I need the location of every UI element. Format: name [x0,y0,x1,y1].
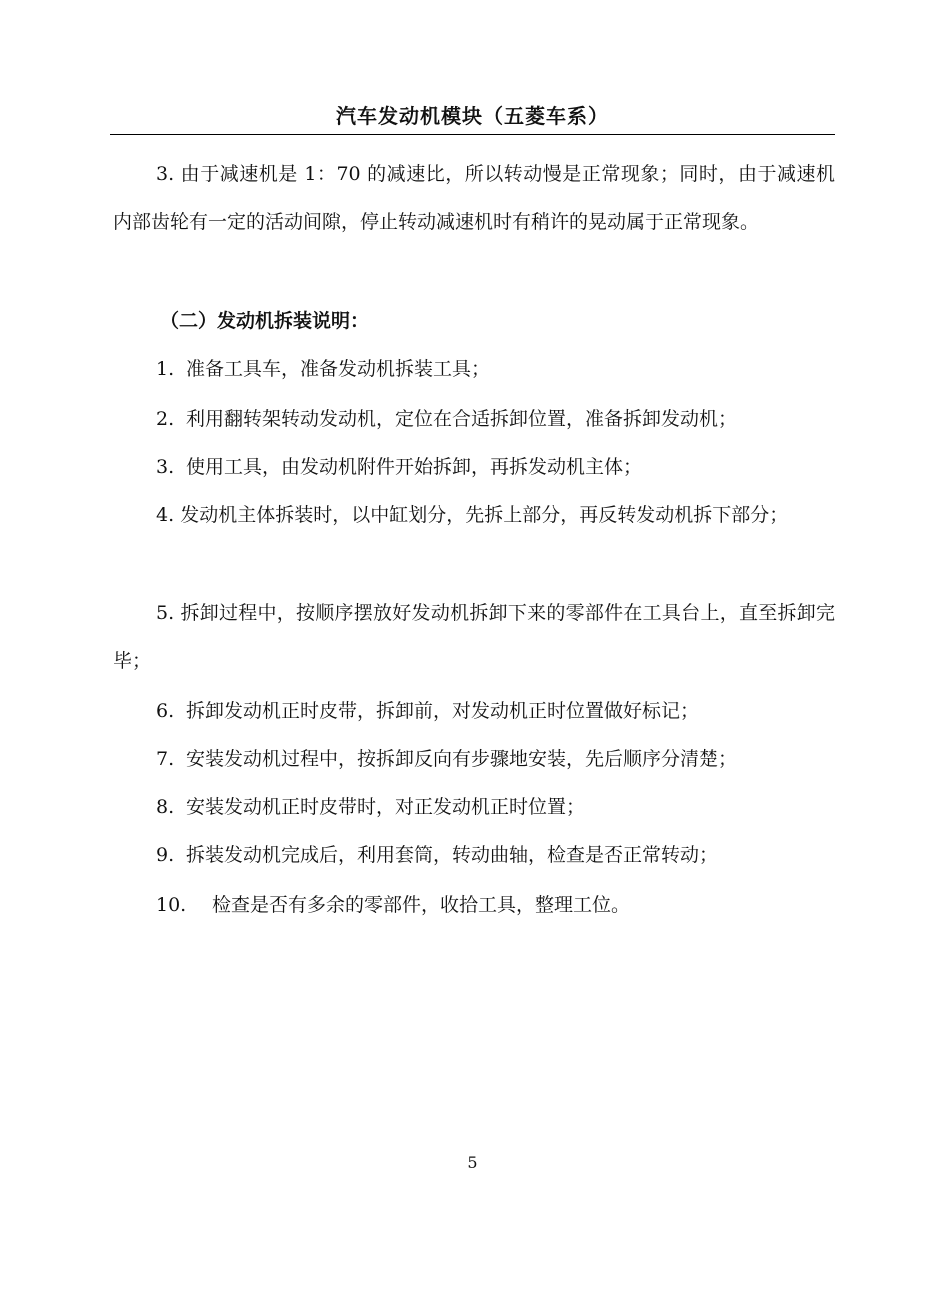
step-text: 安装发动机过程中，按拆卸反向有步骤地安装，先后顺序分清楚； [186,748,738,770]
page-number: 5 [467,1153,478,1172]
step-number: 3. [156,456,175,478]
step-item-10 [156,881,630,929]
step-text: 拆卸过程中，按顺序摆放好发动机拆卸下来的零部件在工具台上，直至拆卸完毕； [113,602,835,672]
step-number: 4. [156,504,175,526]
section-heading: （二）发动机拆装说明： [160,310,370,332]
step-item-3 [156,443,642,491]
step-item-5 [113,589,835,685]
step-number: 7. [156,748,175,770]
step-item-1 [156,345,490,393]
step-text: 利用翻转架转动发动机，定位在合适拆卸位置，准备拆卸发动机； [186,408,738,430]
step-item-9 [156,831,718,879]
step-item-6 [156,687,699,735]
step-text: 检查是否有多余的零部件，收拾工具，整理工位。 [212,894,631,916]
step-number: 5. [156,602,175,624]
step-text: 发动机主体拆装时，以中缸划分，先拆上部分，再反转发动机拆下部分； [180,504,789,526]
step-number: 9. [156,844,175,866]
step-item-8 [156,783,585,831]
step-text: 安装发动机正时皮带时，对正发动机正时位置； [186,796,586,818]
step-item-2 [156,395,737,443]
step-text: 使用工具，由发动机附件开始拆卸，再拆发动机主体； [186,456,643,478]
step-item-7 [156,735,737,783]
step-number: 2. [156,408,175,430]
step-number: 6. [156,700,175,722]
intro-paragraph: 3. 由于减速机是 1：70 的减速比，所以转动慢是正常现象；同时，由于减速机内部齿轮有一定的活动间隙，停止转动减速机时有稍许的晃动属于正常现象。 [113,163,835,233]
step-item-4 [113,491,835,539]
step-number: 1. [156,358,175,380]
step-number: 10. [156,894,187,916]
header-divider [110,134,835,135]
page-header-title: 汽车发动机模块（五菱车系） [336,104,609,128]
step-number: 8. [156,796,175,818]
step-text: 准备工具车，准备发动机拆装工具； [186,358,491,380]
step-text: 拆卸发动机正时皮带，拆卸前，对发动机正时位置做好标记； [186,700,700,722]
step-text: 拆装发动机完成后，利用套筒，转动曲轴，检查是否正常转动； [186,844,719,866]
